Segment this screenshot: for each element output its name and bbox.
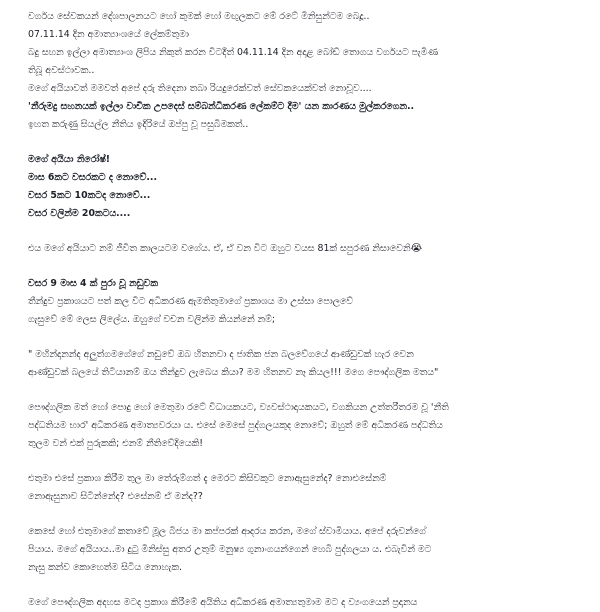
paragraph-line: මාස 6කට වසරකට ද නොවේ... [28, 172, 158, 183]
paragraph-line: තුලම වන් එක් පුරුකකි; එනම් නීතිවේදියෙකි! [28, 438, 203, 449]
paragraph-text: එය මගේ අයියාට නම් ජීවිත කාලයටම වගේය. ඒ, ඒ වන විට ඔහුට වයස 81ක් සපුරණ නිසාවෙනි [28, 243, 411, 254]
paragraph-line: මගේ අයියාවත් මමවත් අපේ දරු තිදෙනා තබා රියදුරෙක්වත් සේවකයෙක්වත් නොවූව.... [28, 83, 372, 94]
paragraph-line [28, 240, 586, 258]
paragraph-line: 'නීරුමදු සහනයක් ඉල්ලා වාචික උපදෙස් සම්බන්ධීකරණ ලේකම්ට දීම' යන කාරණය මුල්කරගෙන.. [28, 101, 415, 112]
paragraph-line: 07.11.14 දින අමාත්‍යාංශයේ ලේකම්තුමා [28, 29, 189, 40]
paragraph-line: මගේ අයියා නිරෝෂ්! [28, 154, 111, 165]
paragraph-line: කෙසේ හෝ එතුමාගේ කතාවේ මූල බීජය මා කප්පරක් ආදරය කරන, මගේ ස්වාමියාය. අපේ දරුවන්ගේ [28, 526, 426, 537]
paragraph-line: වසර 9 මාස 4 ක් පුරා වූ නඩුවක [28, 278, 158, 289]
quote-line: " මහින්දානන්ද අලුත්ගමගේගේ නඩුවේ ඔබ හිතනවා ද ජාතික ජන බලවේගයේ ආණ්ඩුවක් හැර වෙන [28, 349, 414, 360]
paragraph-line: බදු සහන ඉල්ලා අමාත්‍යාංශ ලිපිය නිකුත් කරන විටදීත් 04.11.14 දින අදාළ බෝඩ් තොගය වර්ගයට පැමිණ [28, 47, 438, 58]
paragraph-line: පෞද්ගලික මත් හෝ පොදු හෝ මෙතුමා රටේ විධායකයට, ව්‍යවස්ථාදායකයට, වගකියන උත්තරීතරම වූ 'නීති [28, 402, 449, 413]
paragraph-line: තිබූ අවස්ථාවක.. [28, 65, 95, 76]
paragraph-line: වසර 5කට 10කටද නොවේ... [28, 190, 151, 201]
paragraph-line: පියාය. මගේ අයියාය..මා දුටු මිනිස්සු අතර උතුම් මනුෂ්‍ය ගුනාංගයන්ගෙන් හෙබි පුද්ගලයා ය. එබැවින් මට [28, 544, 432, 555]
paragraph-line: මගේ පෞද්ගලික අදහස මටද ප්‍රකාශ කිරීමේ අයිතිය අධිකරණ අමාත්‍යතුමාම මට ද ව්‍යංගයෙන් ප්‍රදානය [28, 597, 418, 608]
paragraph-line: වර්ගය සේවකයන් දේශපාලනයට හෝ කුමක් හෝ මඟුලකට මේ රටේ මිනිසුන්ටම බෙදූ.. [28, 11, 370, 22]
crying-emoji-icon: 😭 [410, 243, 423, 254]
paragraph-line: ඉහත කරුණු සියල්ල නීතිය ඉදිරියේ ඔප්පු වූ පසුබිමකත්.. [28, 119, 249, 130]
quote-line: ආණ්ඩුවක් බලයේ තිටියානම් ඔය තීන්දුව ලැබෙය කියා? මම හිතනව නෑ කියල!!! මගෙ පෞද්ගලික මතය" [28, 367, 439, 378]
paragraph-line: නැසු කන්ව කොහෙත්ම සිටිය නොහැක. [28, 562, 182, 573]
paragraph-line: නොඇසුනාව සිටින්නේද? එසේනම් ඒ මන්ද?? [28, 491, 203, 502]
paragraph-line: පද්ධතියම භාර' අධිකරණ අමාත්‍යවරයා ය. එසේ මෙසේ පුද්ගලයකුද නොවේ; ඔහුත් මේ අධිකරණ පද්ධතිය [28, 420, 443, 431]
paragraph-line: එතුමා එසේ ප්‍රකාශ කිරීම තුල මා තේරුම්ගත් දැ මෙරට කිසිවකුට නොඇසුනේද? නොඑසේනම් [28, 473, 387, 484]
paragraph-line: ගැසුවේ මේ ලෙස ලිලේය. ඔහුගේ වචන වලින්ම කියන්නේ නම්; [28, 314, 276, 325]
paragraph-line: තීන්දුව ප්‍රකාශයට පත් කල විට අධිකරණ ඇමතිතුමාගේ ප්‍රකාශය මා උස්සා පොලවේ [28, 296, 354, 307]
paragraph-line: වසර වලින්ම 20කටය.... [28, 208, 131, 219]
